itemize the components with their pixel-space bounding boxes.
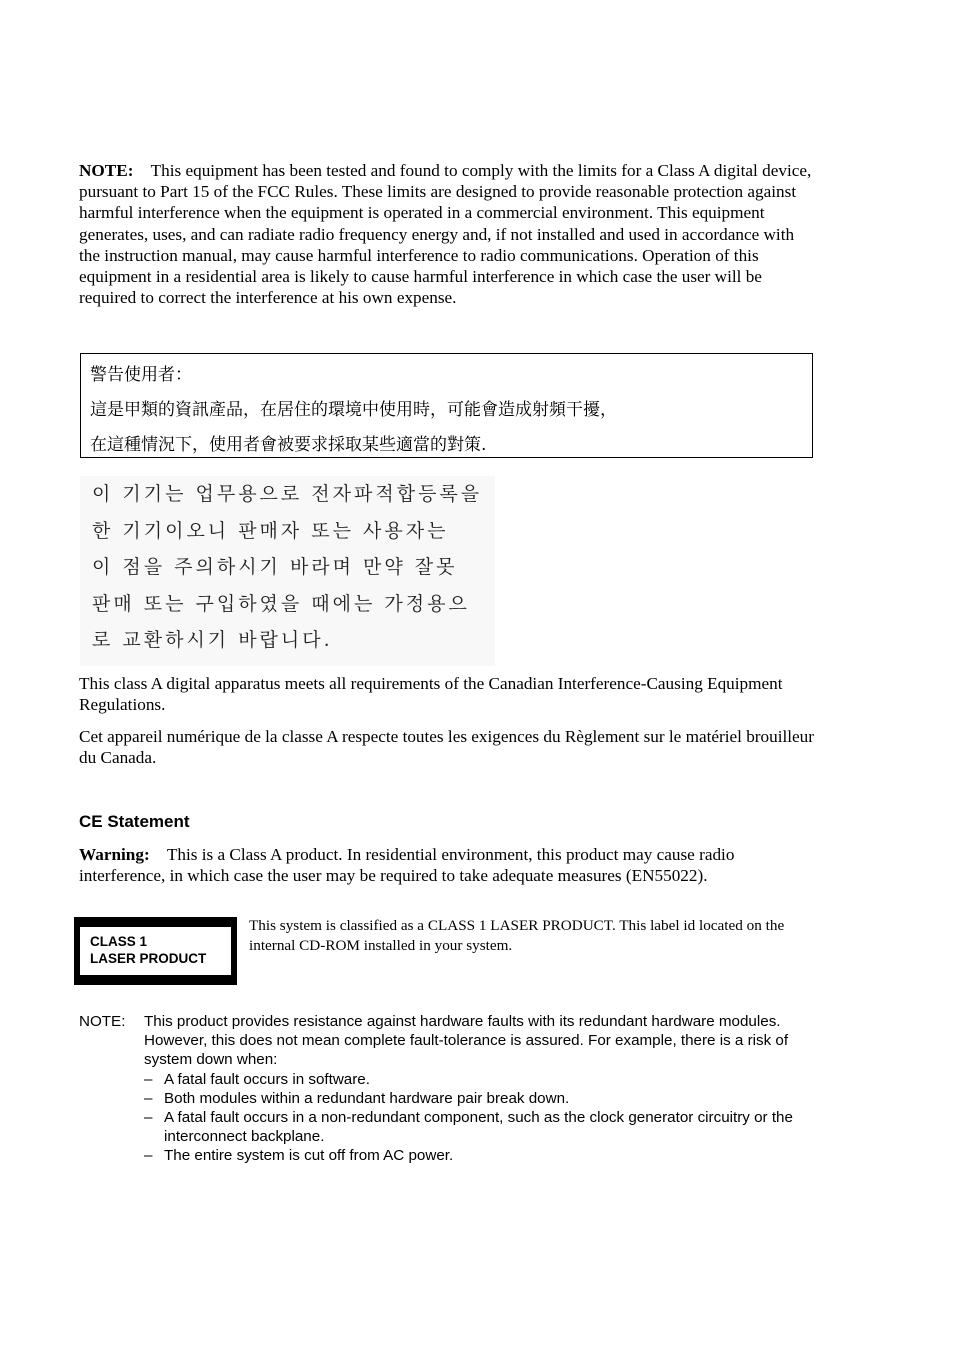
korean-warning-line: 한 기기이오니 판매자 또는 사용자는 [92, 519, 449, 542]
laser-label-line2: LASER PRODUCT [90, 951, 207, 966]
taiwan-warning-line: 在這種情況下，使用者會被要求採取某些適當的對策. [90, 435, 487, 455]
fcc-note-text: This equipment has been tested and found to comply with the limits for a Class A digital device, pursuant to Part 15 of the FCC Rules. These limits are designed to provide reasonable protection against harmful interference when the equipment is operated in a commercial environment. This equipment generates, uses, and can radiate radio frequency energy and, if not installed and used in accordance with the instruction manual, may cause harmful interference to radio communications. Operation of this equipment in a residential area is likely to cause harmful interference in which case the user will be required to correct the interference at his own expense. [79, 161, 812, 308]
taiwan-warning-box [80, 353, 813, 458]
risk-list [144, 1070, 819, 1166]
fcc-note [79, 160, 819, 308]
ha-note-label: NOTE: [79, 1013, 126, 1030]
list-item: – Both modules within a redundant hardware pair break down. [144, 1089, 570, 1107]
hardware-fault-note [79, 1012, 819, 1166]
ce-warning-text: This is a Class A product. In residential environment, this product may cause radio interference, in which case the user may be required to take adequate measures (EN55022). [79, 845, 735, 886]
canada-statement-french: Cet appareil numérique de la classe A respecte toutes les exigences du Règlement sur le matériel brouilleur du Canada. [79, 727, 814, 768]
laser-label-line1: CLASS 1 [90, 934, 148, 949]
list-item: – A fatal fault occurs in software. [144, 1070, 370, 1088]
fcc-note-label: NOTE: [79, 161, 134, 180]
taiwan-warning-title: 警告使用者： [90, 365, 192, 385]
korean-warning-line: 이 점을 주의하시기 바라며 만약 잘못 [92, 556, 458, 578]
korean-warning-line: 이 기기는 업무용으로 전자파적합등록을 [92, 483, 483, 505]
laser-description: This system is classified as a CLASS 1 LASER PRODUCT. This label id located on the internal CD-ROM installed in your system. [249, 917, 785, 954]
korean-warning-line: 판매 또는 구입하였을 때에는 가정용으 [92, 592, 470, 615]
ce-warning [79, 844, 819, 886]
laser-product-label [74, 917, 237, 985]
korean-warning-image [80, 476, 495, 666]
ha-note-intro: This product provides resistance against hardware faults with its redundant hardware modules. However, this does not mean complete fault-tolerance is assured. For example, there is a risk of system down when: [144, 1013, 789, 1069]
taiwan-warning-line: 這是甲類的資訊產品，在居住的環境中使用時，可能會造成射頻干擾， [90, 400, 617, 420]
list-item: – The entire system is cut off from AC power. [144, 1147, 454, 1165]
korean-warning-line: 로 교환하시기 바랍니다. [92, 629, 333, 651]
list-item: – A fatal fault occurs in a non-redundant component, such as the clock generator circuitry or the interconnect backplane. [144, 1109, 793, 1146]
ce-warning-label: Warning: [79, 845, 150, 864]
canada-statement-english: This class A digital apparatus meets all requirements of the Canadian Interference-Causing Equipment Regulations. [79, 674, 783, 715]
ce-statement-heading: CE Statement [79, 812, 190, 831]
